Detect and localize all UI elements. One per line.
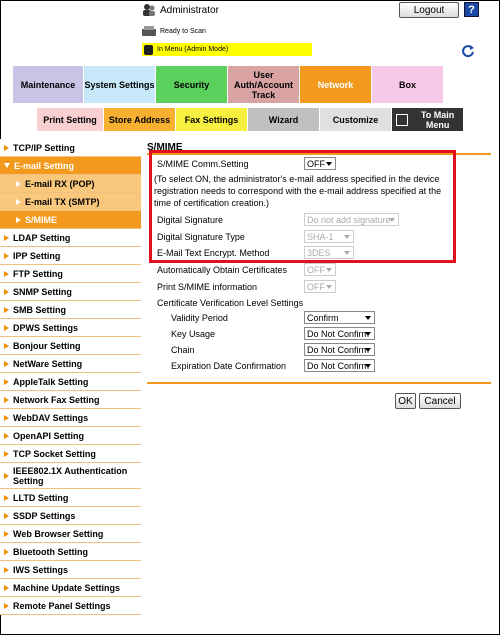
digital-signature-label: Digital Signature (157, 215, 224, 225)
sidebar-item[interactable] (0, 265, 141, 283)
sidebar-item[interactable] (0, 355, 141, 373)
chain-value: Do Not Confirm (307, 344, 370, 355)
triangle-right-icon (4, 531, 9, 537)
validity-select[interactable] (304, 311, 375, 324)
sidebar-item-label: Bonjour Setting (13, 340, 81, 351)
triangle-right-icon (4, 549, 9, 555)
expiration-value: Do Not Confirm (307, 360, 370, 371)
sidebar-item-label: NetWare Setting (13, 358, 83, 369)
to-main-menu-button[interactable] (392, 108, 463, 131)
sidebar-item[interactable] (0, 463, 141, 489)
chevron-down-icon (365, 364, 371, 368)
sidebar-item[interactable] (0, 525, 141, 543)
triangle-right-icon (4, 145, 9, 151)
sidebar-item[interactable] (0, 211, 141, 229)
main-menu-icon (396, 114, 408, 126)
tab-fax-settings[interactable]: Fax Settings (176, 108, 247, 131)
tab-box[interactable]: Box (372, 66, 443, 103)
chevron-down-icon (326, 268, 332, 272)
tab-security[interactable]: Security (156, 66, 227, 103)
triangle-right-icon (4, 253, 9, 259)
expiration-select[interactable] (304, 359, 375, 372)
triangle-right-icon (4, 451, 9, 457)
tab-maintenance[interactable]: Maintenance (13, 66, 83, 103)
sidebar-item[interactable] (0, 507, 141, 525)
key-usage-value: Do Not Confirm (307, 328, 370, 339)
mode-bar (142, 43, 312, 56)
refresh-icon[interactable] (461, 44, 475, 58)
sidebar-item[interactable] (0, 301, 141, 319)
key-usage-select[interactable] (304, 327, 375, 340)
chevron-down-icon (344, 235, 350, 239)
sidebar-item[interactable] (0, 489, 141, 507)
sidebar-item-label: LLTD Setting (13, 492, 69, 503)
tab-user-auth[interactable]: User Auth/Account Track (228, 66, 299, 103)
main-tabs (13, 66, 443, 103)
validity-value: Confirm (307, 312, 339, 323)
sidebar-item-label: SSDP Settings (13, 510, 76, 521)
sidebar-item-label: FTP Setting (13, 268, 63, 279)
sidebar-item[interactable] (0, 139, 141, 157)
tab-network[interactable]: Network (300, 66, 371, 103)
encrypt-method-select[interactable] (304, 246, 354, 259)
sidebar-item[interactable] (0, 175, 141, 193)
triangle-right-icon (16, 181, 21, 187)
sidebar-item-label: E-mail TX (SMTP) (25, 196, 100, 207)
triangle-down-icon (4, 163, 10, 168)
triangle-right-icon (4, 289, 9, 295)
sidebar-item-label: DPWS Settings (13, 322, 79, 333)
triangle-right-icon (4, 397, 9, 403)
expiration-label: Expiration Date Confirmation (171, 361, 287, 371)
tab-customize[interactable]: Customize (320, 108, 391, 131)
sidebar-item-label: TCP/IP Setting (13, 142, 75, 153)
sidebar-item-label: TCP Socket Setting (13, 448, 96, 459)
triangle-right-icon (4, 585, 9, 591)
cancel-button[interactable]: Cancel (419, 393, 461, 409)
sidebar (0, 139, 141, 615)
triangle-right-icon (4, 343, 9, 349)
chain-select[interactable] (304, 343, 375, 356)
chevron-down-icon (326, 162, 332, 166)
smime-comm-label: S/MIME Comm.Setting (157, 159, 249, 169)
header (0, 0, 500, 64)
sidebar-item[interactable] (0, 561, 141, 579)
sidebar-item[interactable] (0, 157, 141, 175)
triangle-right-icon (16, 217, 21, 223)
sidebar-item-label: E-mail Setting (14, 160, 75, 171)
triangle-right-icon (4, 361, 9, 367)
triangle-right-icon (4, 307, 9, 313)
user-info (142, 3, 219, 17)
encrypt-method-value: 3DES (307, 247, 331, 258)
sidebar-item[interactable] (0, 409, 141, 427)
sidebar-item[interactable] (0, 337, 141, 355)
signature-type-label: Digital Signature Type (157, 232, 245, 242)
logout-button[interactable]: Logout (399, 2, 459, 18)
mode-text: In Menu (Admin Mode) (157, 46, 229, 53)
chevron-down-icon (365, 316, 371, 320)
device-status (142, 26, 206, 37)
sidebar-item[interactable] (0, 427, 141, 445)
triangle-right-icon (4, 379, 9, 385)
sidebar-item-label: IEEE802.1X Authentication Setting (13, 465, 128, 486)
digital-signature-value: Do not add signature (307, 214, 391, 225)
to-main-menu-label: To Main Menu (420, 109, 455, 130)
print-info-label: Print S/MIME information (157, 282, 258, 292)
sidebar-item[interactable] (0, 283, 141, 301)
sidebar-item-label: Machine Update Settings (13, 582, 121, 593)
sidebar-item[interactable] (0, 373, 141, 391)
triangle-right-icon (4, 495, 9, 501)
smime-comm-select[interactable] (304, 157, 336, 170)
key-usage-label: Key Usage (171, 329, 216, 339)
chevron-down-icon (344, 251, 350, 255)
triangle-right-icon (16, 199, 21, 205)
signature-type-value: SHA-1 (307, 231, 334, 242)
sidebar-item-label: Web Browser Setting (13, 528, 104, 539)
cert-level-label: Certificate Verification Level Settings (157, 298, 304, 308)
sidebar-item-label: S/MIME (25, 214, 58, 225)
triangle-right-icon (4, 271, 9, 277)
sidebar-item[interactable] (0, 391, 141, 409)
triangle-right-icon (4, 235, 9, 241)
chevron-down-icon (389, 218, 395, 222)
sidebar-item-label: Remote Panel Settings (13, 600, 111, 611)
sidebar-item[interactable] (0, 319, 141, 337)
auto-cert-select[interactable] (304, 263, 336, 276)
print-info-value: OFF (307, 281, 325, 292)
triangle-right-icon (4, 415, 9, 421)
triangle-right-icon (4, 433, 9, 439)
encrypt-method-label: E-Mail Text Encrypt. Method (157, 248, 270, 258)
auto-cert-value: OFF (307, 264, 325, 275)
status-text: Ready to Scan (160, 28, 206, 35)
page-title: S/MIME (147, 142, 183, 153)
help-button[interactable]: ? (464, 2, 479, 17)
print-info-select[interactable] (304, 280, 336, 293)
sub-tabs (37, 108, 463, 131)
sidebar-item-label: LDAP Setting (13, 232, 71, 243)
bottom-rule (147, 382, 491, 384)
tab-wizard[interactable]: Wizard (248, 108, 319, 131)
validity-label: Validity Period (171, 313, 228, 323)
sidebar-item[interactable] (0, 229, 141, 247)
triangle-right-icon (4, 325, 9, 331)
chevron-down-icon (326, 285, 332, 289)
triangle-right-icon (4, 513, 9, 519)
sidebar-item-label: AppleTalk Setting (13, 376, 89, 387)
chevron-down-icon (365, 332, 371, 336)
sidebar-item[interactable] (0, 247, 141, 265)
triangle-right-icon (4, 567, 9, 573)
sidebar-item-label: SMB Setting (13, 304, 66, 315)
digital-signature-select[interactable] (304, 213, 399, 226)
tab-print-setting[interactable]: Print Setting (37, 108, 103, 131)
sidebar-item[interactable] (0, 579, 141, 597)
ok-button[interactable]: OK (395, 393, 416, 409)
sidebar-item-label: Network Fax Setting (13, 394, 100, 405)
sidebar-item[interactable] (0, 445, 141, 463)
sidebar-item-label: WebDAV Settings (13, 412, 89, 423)
tab-system-settings[interactable]: System Settings (84, 66, 155, 103)
smime-note: (To select ON, the administrator's e-mail address specified in the device registration needs to correspond with the e-mail address specified at the time of certification creation.) (154, 174, 442, 208)
sidebar-item-label: IWS Settings (13, 564, 69, 575)
sidebar-item-label: Bluetooth Setting (13, 546, 88, 557)
sidebar-item[interactable] (0, 543, 141, 561)
chevron-down-icon (365, 348, 371, 352)
sidebar-item-label: OpenAPI Setting (13, 430, 85, 441)
auto-cert-label: Automatically Obtain Certificates (157, 265, 288, 275)
sidebar-item-label: SNMP Setting (13, 286, 72, 297)
administrator-icon (142, 3, 156, 17)
smime-comm-value: OFF (307, 158, 325, 169)
sidebar-item-label: E-mail RX (POP) (25, 178, 95, 189)
signature-type-select[interactable] (304, 230, 354, 243)
triangle-right-icon (4, 473, 9, 479)
triangle-right-icon (4, 603, 9, 609)
sidebar-item-label: IPP Setting (13, 250, 61, 261)
sidebar-item[interactable] (0, 597, 141, 615)
sidebar-item[interactable] (0, 193, 141, 211)
chain-label: Chain (171, 345, 195, 355)
tab-store-address[interactable]: Store Address (104, 108, 175, 131)
user-name: Administrator (160, 4, 219, 16)
admin-mode-icon (144, 45, 153, 55)
scanner-icon (142, 26, 156, 37)
